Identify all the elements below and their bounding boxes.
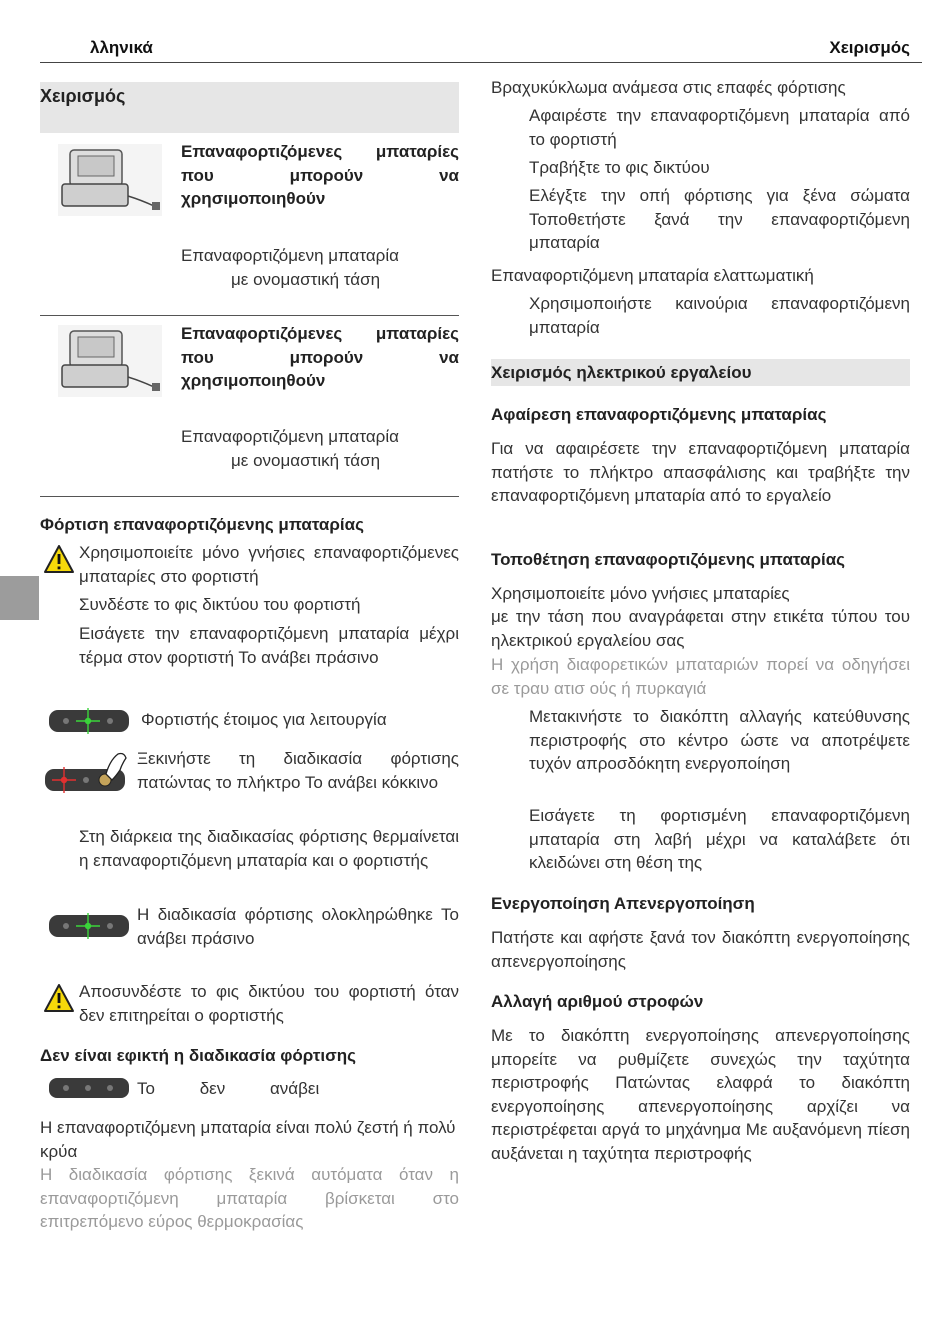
onoff-title: Ενεργοποίηση Απενεργοποίηση [491,894,755,913]
led-green-icon [48,910,130,940]
short-circuit-step-unplug: Τραβήξτε το φις δικτύου [529,158,710,177]
charging-step-insert: Εισάγετε την επαναφορτιζόμενη μπαταρία μέχρι τέρμα στον φορτιστή Το ανάβει πράσινο [79,624,459,667]
led-off-icon [48,1074,130,1102]
remove-title: Αφαίρεση επαναφορτιζόμενης μπαταρίας [491,405,827,424]
charging-done: Η διαδικασία φόρτισης ολοκληρώθηκε Το ανάβει πράσινο [137,905,459,948]
card-divider [40,496,459,497]
remove-text: Για να αφαιρέσετε την επαναφορτιζόμενη μπαταρία πατήστε το πλήκτρο απασφάλισης και τραβήξτε την επαναφορτιζόμενη μπαταρία από το εργαλείο [491,439,910,505]
card2-title: Επαναφορτιζόμενες μπαταρίες που μπορούν να χρησιμοποιηθούν [181,324,459,390]
cause-temperature: Η επαναφορτιζόμενη μπαταρία είναι πολύ ζεστή ή πολύ κρύα [40,1118,456,1161]
charging-start: Ξεκινήστε τη διαδικασία φόρτισης πατώντας το πλήκτρο Το ανάβει κόκκινο [137,749,459,792]
led-red-press-icon [44,750,134,798]
card1-line2: με ονομαστική τάση [231,270,381,289]
card2-line1: Επαναφορτιζόμενη μπαταρία [181,427,399,446]
chapter-tab [0,576,39,620]
section-title: Χειρισμός [40,86,126,106]
defective-step: Χρησιμοποιήστε καινούρια επαναφορτιζόμενη μπαταρία [529,294,910,337]
onoff-text: Πατήστε και αφήστε ξανά τον διακόπτη ενεργοποίησης απενεργοποίησης [491,928,910,971]
led-green-icon [48,705,130,735]
short-circuit-title: Βραχυκύκλωμα ανάμεσα στις επαφές φόρτισης [491,78,846,97]
tool-section-title: Χειρισμός ηλεκτρικού εργαλείου [491,363,752,382]
charging-title: Φόρτιση επαναφορτιζόμενης μπαταρίας [40,515,364,534]
charging-during: Στη διάρκεια της διαδικασίας φόρτισης θερμαίνεται η επαναφορτιζόμενη μπαταρία και ο φορτιστής [79,827,459,870]
insert-text-original: Χρησιμοποιείτε μόνο γνήσιες μπαταρίες [491,584,790,603]
header-language: λληνικά [90,38,153,57]
not-possible-title: Δεν είναι εφικτή η διαδικασία φόρτισης [40,1046,357,1065]
remedy-temperature: Η διαδικασία φόρτισης ξεκινά αυτόματα όταν η επαναφορτιζόμενη μπαταρία βρίσκεται στο επιτρεπόμενο εύρος θερμοκρασίας [40,1165,459,1231]
card2-line2: με ονομαστική τάση [231,451,381,470]
card1-title: Επαναφορτιζόμενες μπαταρίες που μπορούν να χρησιμοποιηθούν [181,142,459,208]
insert-warning: Η χρήση διαφορετικών μπαταριών πορεί να οδηγήσει σε τραυ ατισ ούς ή πυρκαγιά [491,655,910,698]
warning-icon [43,544,75,574]
charging-warning: Χρησιμοποιείτε μόνο γνήσιες επαναφορτιζόμενες μπαταρίες στο φορτιστή [79,543,459,586]
short-circuit-step-remove: Αφαιρέστε την επαναφορτιζόμενη μπαταρία από το φορτιστή [529,106,910,149]
defective-title: Επαναφορτιζόμενη μπαταρία ελαττωματική [491,266,814,285]
led-not-lit: Το δεν ανάβει [137,1079,320,1098]
card-divider [40,315,459,316]
charger-ready: Φορτιστής έτοιμος για λειτουργία [141,710,387,729]
charger-illustration [56,144,164,218]
short-circuit-step-check: Ελέγξτε την οπή φόρτισης για ξένα σώματα Τοποθετήστε ξανά την επαναφορτιζόμενη μπαταρία [529,186,910,252]
unplug-warning: Αποσυνδέστε το φις δικτύου του φορτιστή όταν δεν επιτηρείται ο φορτιστής [79,982,459,1025]
header-rule [40,62,922,63]
insert-title: Τοποθέτηση επαναφορτιζόμενης μπαταρίας [491,550,846,569]
charging-step-connect: Συνδέστε το φις δικτύου του φορτιστή [79,595,361,614]
card1-line1: Επαναφορτιζόμενη μπαταρία [181,246,399,265]
insert-step-battery: Εισάγετε τη φορτισμένη επαναφορτιζόμενη μπαταρία στη λαβή μέχρι να καταλάβετε ότι κλειδώνει στη θέση της [529,806,910,872]
charger-illustration [56,325,164,399]
header-section: Χειρισμός [829,38,910,57]
speed-title: Αλλαγή αριθμού στροφών [491,992,704,1011]
warning-icon [43,983,75,1013]
insert-text-voltage: με την τάση που αναγράφεται στην ετικέτα τύπου του ηλεκτρικού εργαλείου σας [491,607,910,650]
speed-text: Με το διακόπτη ενεργοποίησης απενεργοποίησης μπορείτε να ρυθμίζετε συνεχώς την ταχύτητα περιστροφής Πατώντας ελαφρά το διακόπτη ενεργοποίησης απενεργοποίησης αρχίζει να περιστρέφεται αργά το μηχάνημα Με αυξανόμενη πίεση αυξάνεται η ταχύτητα περιστροφής [491,1026,910,1163]
insert-step-direction: Μετακινήστε το διακόπτη αλλαγής κατεύθυνσης περιστροφής στο κέντρο ώστε να αποτρέψετε τυχόν απροσδόκητη ενεργοποίηση [529,707,910,773]
